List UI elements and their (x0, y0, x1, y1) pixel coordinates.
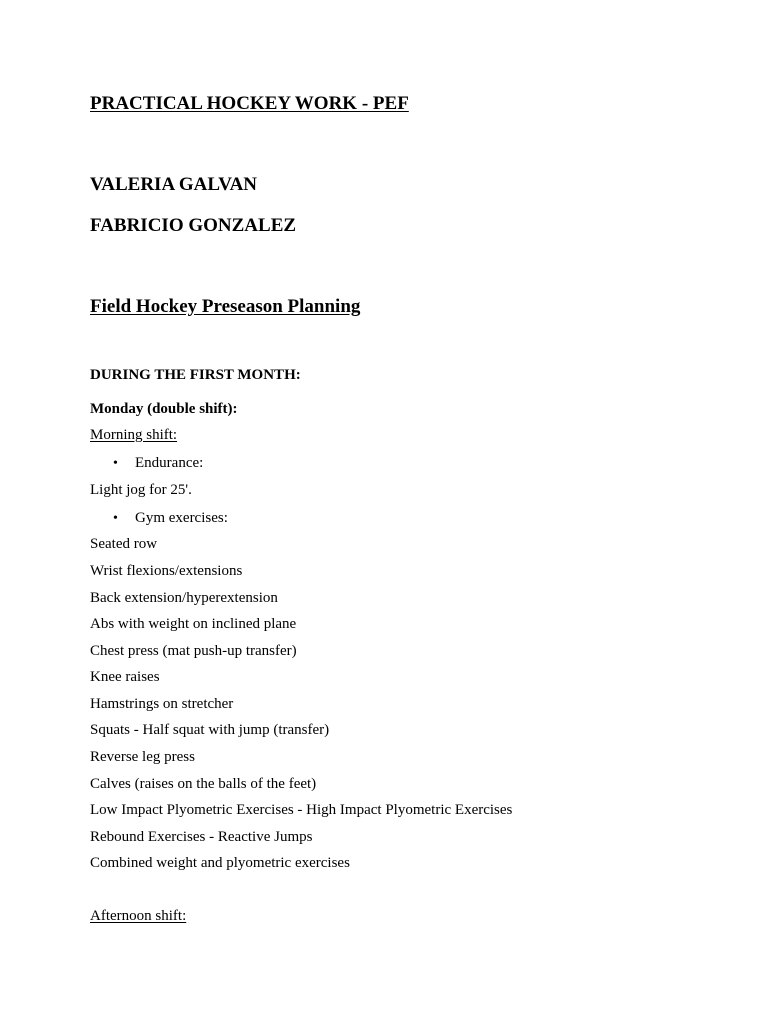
gym-item: Rebound Exercises - Reactive Jumps (90, 829, 313, 845)
gym-item: Calves (raises on the balls of the feet) (90, 776, 317, 792)
gym-item: Abs with weight on inclined plane (90, 616, 297, 632)
document-title: PRACTICAL HOCKEY WORK - PEF (90, 93, 409, 114)
gym-item: Knee raises (90, 669, 160, 685)
afternoon-shift-label: Afternoon shift: (90, 908, 187, 924)
endurance-item: Light jog for 25'. (90, 482, 192, 498)
gym-item: Combined weight and plyometric exercises (90, 855, 350, 871)
day-heading: Monday (double shift): (90, 401, 238, 417)
gym-item: Seated row (90, 536, 158, 552)
document-subtitle: Field Hockey Preseason Planning (90, 296, 361, 317)
bullet-text: Endurance: (135, 455, 204, 471)
author-name: FABRICIO GONZALEZ (90, 215, 297, 236)
gym-item: Wrist flexions/extensions (90, 563, 243, 579)
morning-shift-label: Morning shift: (90, 427, 178, 443)
gym-item: Hamstrings on stretcher (90, 696, 234, 712)
bullet-text: Gym exercises: (135, 510, 228, 526)
gym-item: Low Impact Plyometric Exercises - High Impact Plyometric Exercises (90, 802, 513, 818)
gym-item: Back extension/hyperextension (90, 590, 278, 606)
gym-item: Chest press (mat push-up transfer) (90, 643, 297, 659)
bullet-icon: • (113, 511, 118, 526)
author-name: VALERIA GALVAN (90, 174, 258, 195)
bullet-item-gym (113, 510, 228, 527)
bullet-icon: • (113, 456, 118, 471)
bullet-item-endurance (113, 455, 203, 472)
gym-item: Reverse leg press (90, 749, 195, 765)
gym-item: Squats - Half squat with jump (transfer) (90, 722, 330, 738)
section-heading: DURING THE FIRST MONTH: (90, 367, 301, 383)
